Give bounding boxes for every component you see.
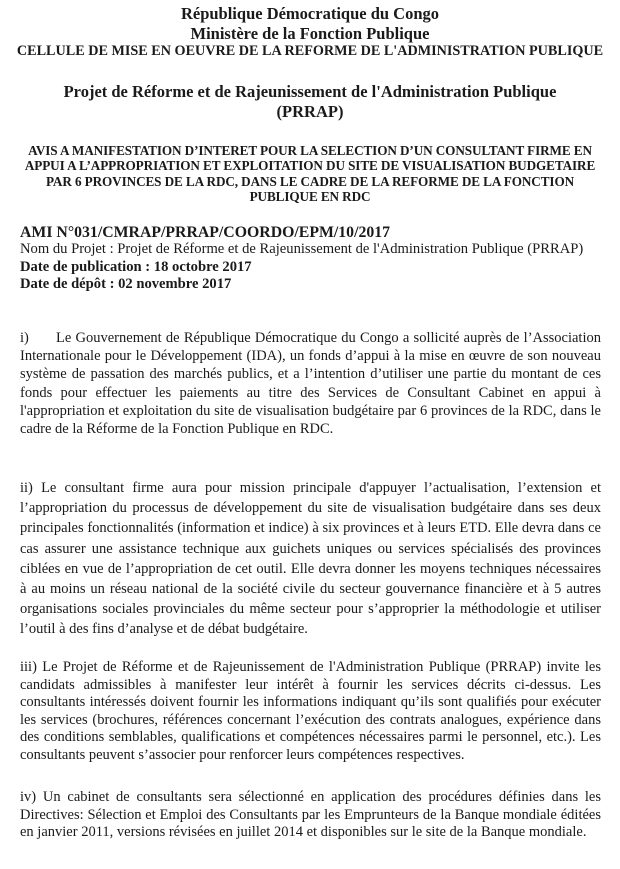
project-name: Nom du Projet : Projet de Réforme et de Rajeunissement de l'Administration Publique (PRRAP): [20, 241, 584, 258]
paragraph-number: iv): [20, 789, 37, 805]
paragraph-ii: [20, 478, 601, 640]
paragraph-text: Le Gouvernement de République Démocratique du Congo a sollicité auprès de l’Association Internationale pour le Développement (IDA), un fonds d’appui à la mise en œuvre de son nouveau système de passation des marchés publics, et a l’intention d’utiliser une partie du montant de ces fonds pour effectuer les paiements au titre des Services de Consultant Cabinet en appui à l'appropriation et exploitation du site de visualisation budgétaire par 6 provinces de la RDC, dans le cadre de la Réforme de la Fonction Publique en RDC.: [20, 330, 601, 438]
country-heading: République Démocratique du Congo: [180, 4, 440, 23]
project-heading: Projet de Réforme et de Rajeunissement de l'Administration Publique: [63, 82, 557, 101]
ministry-heading: Ministère de la Fonction Publique: [190, 24, 430, 43]
notice-title: AVIS A MANIFESTATION D’INTERET POUR LA SELECTION D’UN CONSULTANT FIRME EN APPUI A L’APPROPRIATION ET EXPLOITATION DU SITE DE VISUALISATION BUDGETAIRE PAR 6 PROVINCES DE LA RDC, DANS LE CADRE DE LA REFORME DE LA FONCTION PUBLIQUE EN RDC: [24, 143, 596, 204]
deposit-date: Date de dépôt : 02 novembre 2017: [20, 276, 232, 293]
paragraph-iv: [20, 789, 601, 842]
paragraph-number: ii): [20, 480, 33, 496]
ami-reference: AMI N°031/CMRAP/PRRAP/COORDO/EPM/10/2017: [20, 224, 391, 241]
paragraph-i: [20, 329, 601, 438]
paragraph-text: Le Projet de Réforme et de Rajeunissement de l'Administration Publique (PRRAP) invite les candidats admissibles à manifester leur intérêt à fournir les services décrits ci-dessus. Les consultants intéressés doivent fournir les informations indiquant qu’ils sont qualifiés pour exécuter les services (brochures, références concernant l’exécution des contrats analogues, expérience dans des conditions semblables, qualifications et compétences nécessaires parmi le personnel, etc.). Les consultants peuvent s’associer pour renforcer leurs compétences respectives.: [20, 659, 601, 763]
notice-meta: [20, 224, 600, 294]
publication-date: Date de publication : 18 octobre 2017: [20, 258, 252, 275]
paragraph-text: Un cabinet de consultants sera sélectionné en application des procédures définies dans les Directives: Sélection et Emploi des Consultants par les Emprunteurs de la Banque mondiale éditées en janvier 2011, versions révisées en juillet 2014 et disponibles sur le site de la Banque mondiale.: [20, 789, 602, 841]
cell-heading: CELLULE DE MISE EN OEUVRE DE LA REFORME DE L'ADMINISTRATION PUBLIQUE: [16, 43, 604, 59]
paragraph-iii: [20, 659, 601, 765]
project-acronym-heading: (PRRAP): [276, 102, 344, 121]
paragraph-number: i): [20, 330, 29, 346]
paragraph-text: Le consultant firme aura pour mission principale d'appuyer l’actualisation, l’extension et l’appropriation du processus de développement du site de visualisation budgétaire dans ses deux principales fonctionnalités (information et indice) à six provinces et à leurs ETD. Elle devra dans ce cas assurer une assistance technique aux guichets uniques ou services spécialisés des provinces ciblées en vue de l’appropriation de cet outil. Elle devra donner les moyens techniques nécessaires à au moins un réseau national de la société civile du secteur gouvernance financière et à 5 autres organisations sociales provinciales du même secteur pour s’approprier la méthodologie et utiliser l’outil à des fins d’analyse et de débat budgétaire.: [20, 480, 601, 638]
paragraph-number: iii): [20, 659, 37, 675]
